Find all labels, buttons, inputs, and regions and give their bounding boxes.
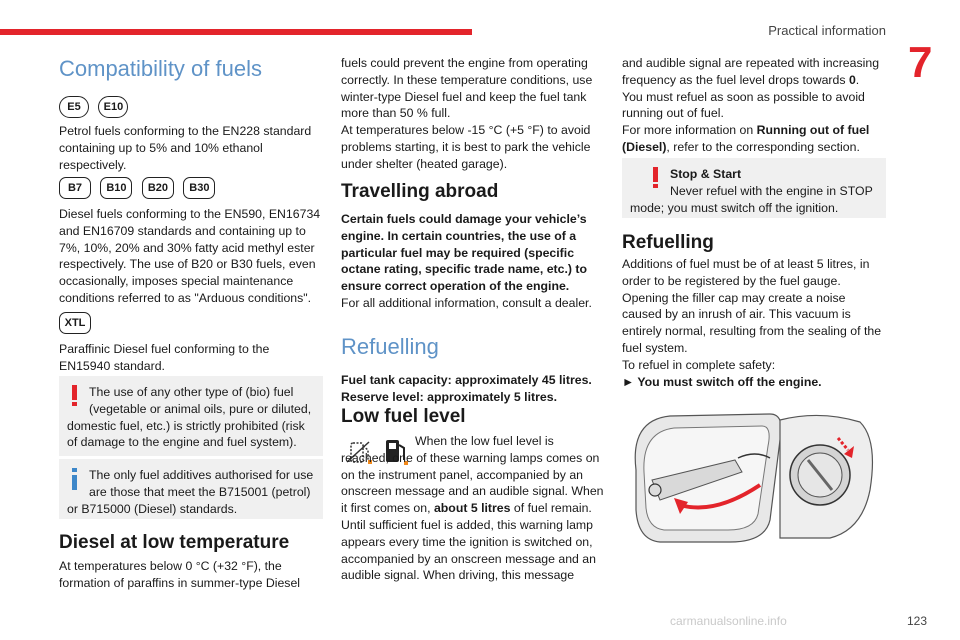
fuel-badge-b10: B10 (100, 177, 132, 199)
travel-text: For all additional information, consult a dealer. (341, 295, 592, 310)
stop-start-note (622, 158, 886, 218)
refuel-asap-text: You must refuel as soon as possible to avoid running out of fuel. (622, 89, 865, 121)
diesel-low-temp-text: At temperatures below 0 °C (+32 °F), the formation of paraffins in summer-type Diesel (59, 559, 301, 590)
info-text: The only fuel additives authorised for use are those that meet the B715001 (petrol) or B715000 (Diesel) standards. (67, 468, 314, 516)
diesel-text: Diesel fuels conforming to the EN590, EN16734 and EN16709 standards and containing up to 7%, 10%, 20% and 30% fatty acid methyl ester respectively. The use of B20 or B30 fuels, even occasionally, imposes special maintenance conditions referred to as "Arduous conditions". (59, 207, 321, 305)
more-info-b: , refer to the corresponding section. (666, 139, 860, 154)
continued-b: . (855, 72, 860, 87)
low-fuel-text (341, 433, 604, 517)
cold-continued-text: fuels could prevent the engine from operating correctly. In these temperature conditions, use winter-type Diesel fuel and keep the fuel tank more than 50 % full. (341, 56, 593, 121)
compatibility-heading: Compatibility of fuels (59, 56, 262, 81)
continued-zero: 0 (848, 72, 856, 87)
travelling-abroad-heading: Travelling abroad (341, 181, 499, 202)
petrol-badges (59, 96, 133, 118)
info-icon (67, 467, 83, 491)
stop-start-text: Never refuel with the engine in STOP mode; you must switch off the ignition. (630, 183, 873, 215)
temp-text: At temperatures below -15 °C (+5 °F) to avoid problems starting, it is best to park the vehicle under shelter (heated garage). (341, 123, 591, 171)
page-number: 123 (906, 614, 927, 628)
warning-note (59, 376, 323, 456)
more-info-a: For more information on (622, 123, 754, 138)
continued-a: and audible signal are repeated with increasing frequency as the fuel level drops towards (622, 56, 880, 87)
stop-start-warning-icon (648, 166, 664, 190)
fuel-badge-b20: B20 (142, 177, 174, 199)
refuelling-subheading: Refuelling (622, 232, 714, 253)
refuel-text-1: Additions of fuel must be of at least 5 litres, in order to be registered by the fuel gauge. (622, 257, 870, 288)
fuel-badge-e5: E5 (59, 96, 89, 118)
chapter-number: 7 (908, 38, 933, 87)
fuel-badge-b7: B7 (59, 177, 91, 199)
info-note (59, 459, 323, 519)
low-fuel-text-b: of fuel remain. (513, 501, 592, 516)
refuelling-heading: Refuelling (341, 334, 439, 359)
low-fuel-bold: about 5 litres (433, 501, 511, 516)
section-title: Practical information (768, 23, 886, 38)
xtl-badges (59, 312, 96, 334)
fuel-filler-illustration (630, 410, 880, 545)
more-info-bold: Running out of fuel (Diesel) (622, 123, 870, 154)
watermark: carmanualsonline.info (670, 614, 787, 628)
reserve-level: Reserve level: approximately 5 litres. (341, 389, 557, 404)
diesel-badges (59, 177, 220, 199)
fuel-badge-e10: E10 (98, 96, 128, 118)
warning-text: The use of any other type of (bio) fuel (vegetable or animal oils, pure or diluted, domestic fuel, etc.) is strictly prohibited (risk of damage to the engine and fuel system). (67, 385, 312, 450)
tank-capacity: Fuel tank capacity: approximately 45 litres. (341, 373, 592, 387)
refuel-step: ► You must switch off the engine. (622, 374, 822, 389)
xtl-text: Paraffinic Diesel fuel conforming to the EN15940 standard. (59, 342, 270, 373)
petrol-text: Petrol fuels conforming to the EN228 standard containing up to 5% and 10% ethanol respectively. (59, 124, 312, 172)
low-fuel-text-a: When the low fuel level is reached, one of these warning lamps comes on on the instrument panel, accompanied by an onscreen message and an audible signal. When it first comes on, (341, 434, 604, 516)
audible-continued-text (622, 55, 886, 89)
stop-start-title: Stop & Start (670, 167, 742, 181)
refuel-text-3: To refuel in complete safety: (622, 357, 776, 372)
low-fuel-text-c: Until sufficient fuel is added, this warning lamp appears every time the ignition is switched on, accompanied by an onscreen message and an audible signal. When driving, this message (341, 517, 596, 583)
refuel-text-2: Opening the filler cap may create a noise caused by an inrush of air. This vacuum is entirely normal, resulting from the sealing of the fuel system. (622, 290, 882, 355)
fuel-badge-xtl: XTL (59, 312, 91, 334)
header-accent-bar (0, 29, 472, 35)
low-fuel-heading: Low fuel level (341, 406, 466, 427)
fuel-badge-b30: B30 (183, 177, 215, 199)
diesel-low-temp-heading: Diesel at low temperature (59, 532, 290, 553)
warning-exclamation-icon (67, 384, 83, 408)
more-info-text (622, 122, 886, 156)
travel-warning-text: Certain fuels could damage your vehicle’s engine. In certain countries, the use of a particular fuel may be required (specific octane rating, specific trade name, etc.) to ensure correct operation of the engine. (341, 212, 588, 294)
